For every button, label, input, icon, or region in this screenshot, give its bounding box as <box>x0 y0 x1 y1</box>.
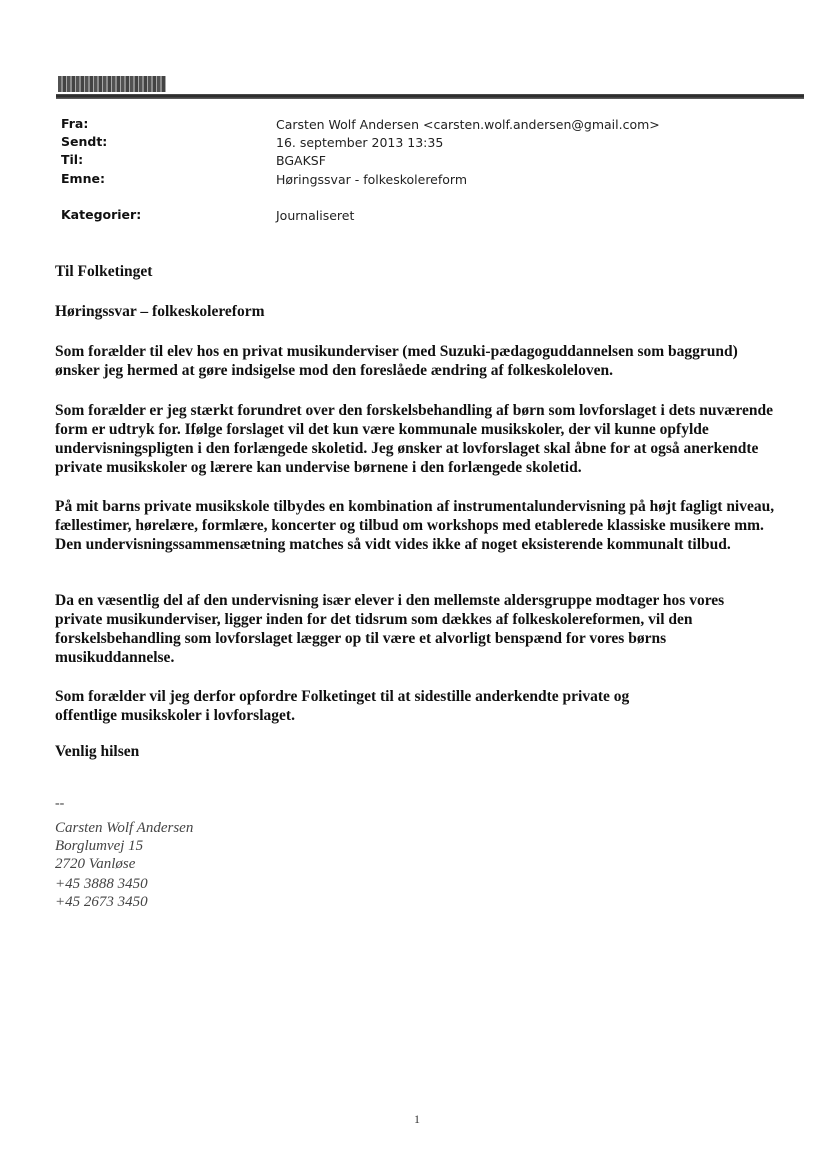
to-label: Til: <box>61 152 84 167</box>
header-divider <box>56 94 804 99</box>
to-value: BGAKSF <box>276 153 326 168</box>
categories-value: Journaliseret <box>276 208 355 223</box>
signature-phone-1: +45 3888 3450 <box>55 876 148 892</box>
closing: Venlig hilsen <box>55 743 140 760</box>
paragraph-5: Som forælder vil jeg derfor opfordre Folketinget til at sidestille anderkendte private og offentlige musikskoler i lovforslaget. <box>55 688 630 724</box>
page-number: 1 <box>414 1112 420 1126</box>
signature-name: Carsten Wolf Andersen <box>55 820 194 836</box>
categories-label: Kategorier: <box>61 207 142 222</box>
sent-value: 16. september 2013 13:35 <box>276 135 444 150</box>
signature-dash: -- <box>55 796 65 811</box>
subject-label: Emne: <box>61 171 105 186</box>
signature-phone-2: +45 2673 3450 <box>55 894 148 910</box>
from-value: Carsten Wolf Andersen <carsten.wolf.andersen@gmail.com> <box>276 117 660 132</box>
subject-value: Høringssvar - folkeskolereform <box>276 172 468 187</box>
paragraph-1: Som forælder til elev hos en privat musikunderviser (med Suzuki-pædagoguddannelsen som baggrund) ønsker jeg hermed at gøre indsigelse mod den foreslåede ændring af folkeskoleloven. <box>55 343 738 379</box>
redacted-sender-block <box>58 76 166 92</box>
signature-street: Borglumvej 15 <box>55 838 144 854</box>
paragraph-4: Da en væsentlig del af den undervisning især elever i den mellemste aldersgruppe modtager hos vores private musikunderviser, ligger inden for det tidsrum som dækkes af folkeskolereformen, vil den forskelsbehandling som lovforslaget lægger op til være et alvorligt benspænd for vores børns musikuddannelse. <box>55 592 725 666</box>
from-label: Fra: <box>61 116 89 131</box>
signature-city: 2720 Vanløse <box>55 856 136 872</box>
paragraph-3: På mit barns private musikskole tilbydes en kombination af instrumentalundervisning på højt fagligt niveau, fællestimer, hørelære, formlære, koncerter og tilbud om workshops med etablerede klassiske musikere mm. Den undervisningssammensætning matches så vidt vides ikke af noget eksisterende kommunalt tilbud. <box>55 498 775 553</box>
sent-label: Sendt: <box>61 134 108 149</box>
paragraph-2: Som forælder er jeg stærkt forundret over den forskelsbehandling af børn som lovforslaget i dets nuværende form er udtryk for. Ifølge forslaget vil det kun være kommunale musikskoler, der vil kunne opfylde undervisningspligten i den forlængede skoletid. Jeg ønsker at lovforslaget skal åbne for at også anerkendte private musikskoler og lærere kan undervise børnene i den forlængede skoletid. <box>55 402 774 476</box>
letter-heading: Høringssvar – folkeskolereform <box>55 303 265 320</box>
salutation: Til Folketinget <box>55 263 153 280</box>
